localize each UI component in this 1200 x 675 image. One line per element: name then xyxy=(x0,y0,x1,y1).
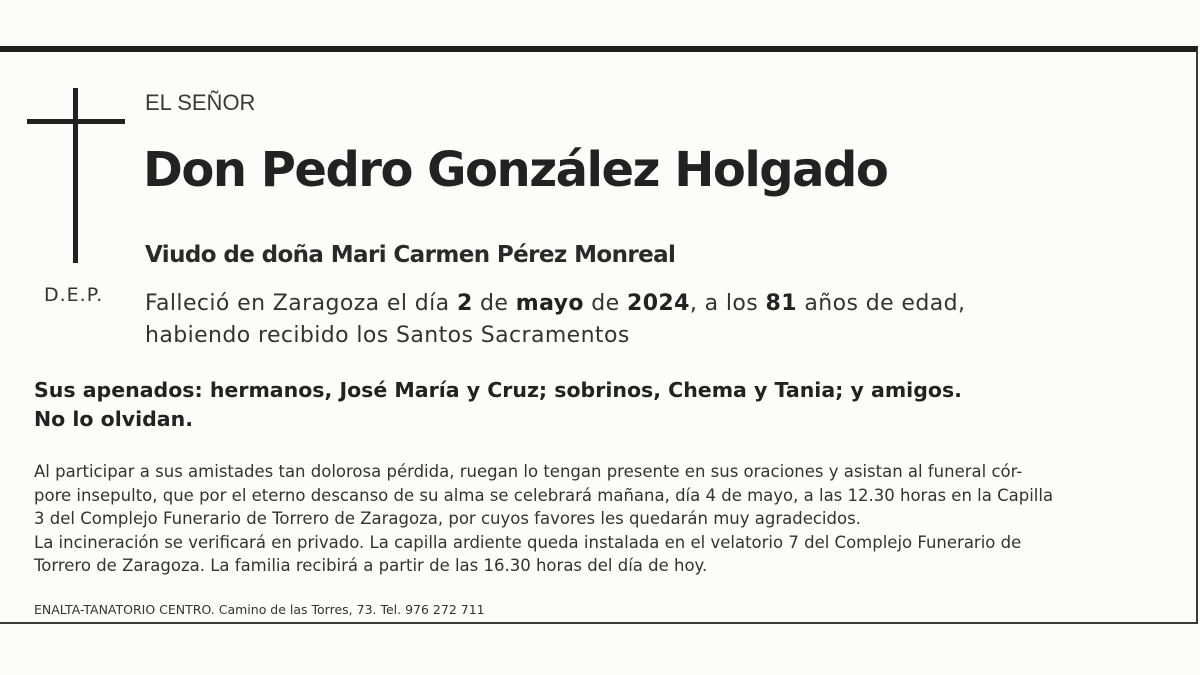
funeral-details-line: 3 del Complejo Funerario de Torrero de Zaragoza, por cuyos favores les quedarán muy agradecidos. xyxy=(34,509,861,528)
death-statement-line-1 xyxy=(145,288,965,320)
death-year: 2024 xyxy=(627,291,690,316)
cross-horizontal-bar xyxy=(27,119,125,124)
funeral-home-footer: ENALTA-TANATORIO CENTRO. Camino de las Torres, 73. Tel. 976 272 711 xyxy=(34,602,485,617)
death-text-2: de xyxy=(472,291,516,316)
mourners-line-1: Sus apenados: hermanos, José María y Cruz; sobrinos, Chema y Tania; y amigos. xyxy=(34,378,962,402)
funeral-details-line: Torrero de Zaragoza. La familia recibirá a partir de las 16.30 horas del día de hoy. xyxy=(34,556,708,575)
funeral-details-line: Al participar a sus amistades tan dolorosa pérdida, ruegan lo tengan presente en sus oraciones y asistan al funeral cór- xyxy=(34,462,1023,481)
funeral-details-line: La incineración se verificará en privado. La capilla ardiente queda instalada en el velatorio 7 del Complejo Funerario de xyxy=(34,532,1022,552)
latin-cross-icon xyxy=(27,88,125,263)
mourners-line-2: No lo olvidan. xyxy=(34,407,194,431)
funeral-details xyxy=(34,460,1174,578)
honorific-label: EL SEÑOR xyxy=(145,90,256,115)
death-text-1: Falleció en Zaragoza el día xyxy=(145,291,457,316)
death-statement-line-2: habiendo recibido los Santos Sacramentos xyxy=(145,323,630,348)
death-text-4: , a los xyxy=(689,291,766,316)
death-statement xyxy=(145,288,965,352)
death-text-3: de xyxy=(583,291,627,316)
mourners-block xyxy=(34,376,962,434)
death-month: mayo xyxy=(515,291,584,316)
dep-label: D.E.P. xyxy=(44,284,104,306)
funeral-details-line: pore insepulto, que por el eterno descanso de su alma se celebrará mañana, día 4 de mayo, a las 12.30 horas en la Capilla xyxy=(34,485,1054,505)
deceased-name: Don Pedro González Holgado xyxy=(143,142,888,198)
death-age: 81 xyxy=(765,291,797,316)
widow-line: Viudo de doña Mari Carmen Pérez Monreal xyxy=(145,242,676,268)
death-text-5: años de edad, xyxy=(796,291,966,316)
death-day: 2 xyxy=(456,291,473,316)
cross-vertical-bar xyxy=(73,88,78,263)
